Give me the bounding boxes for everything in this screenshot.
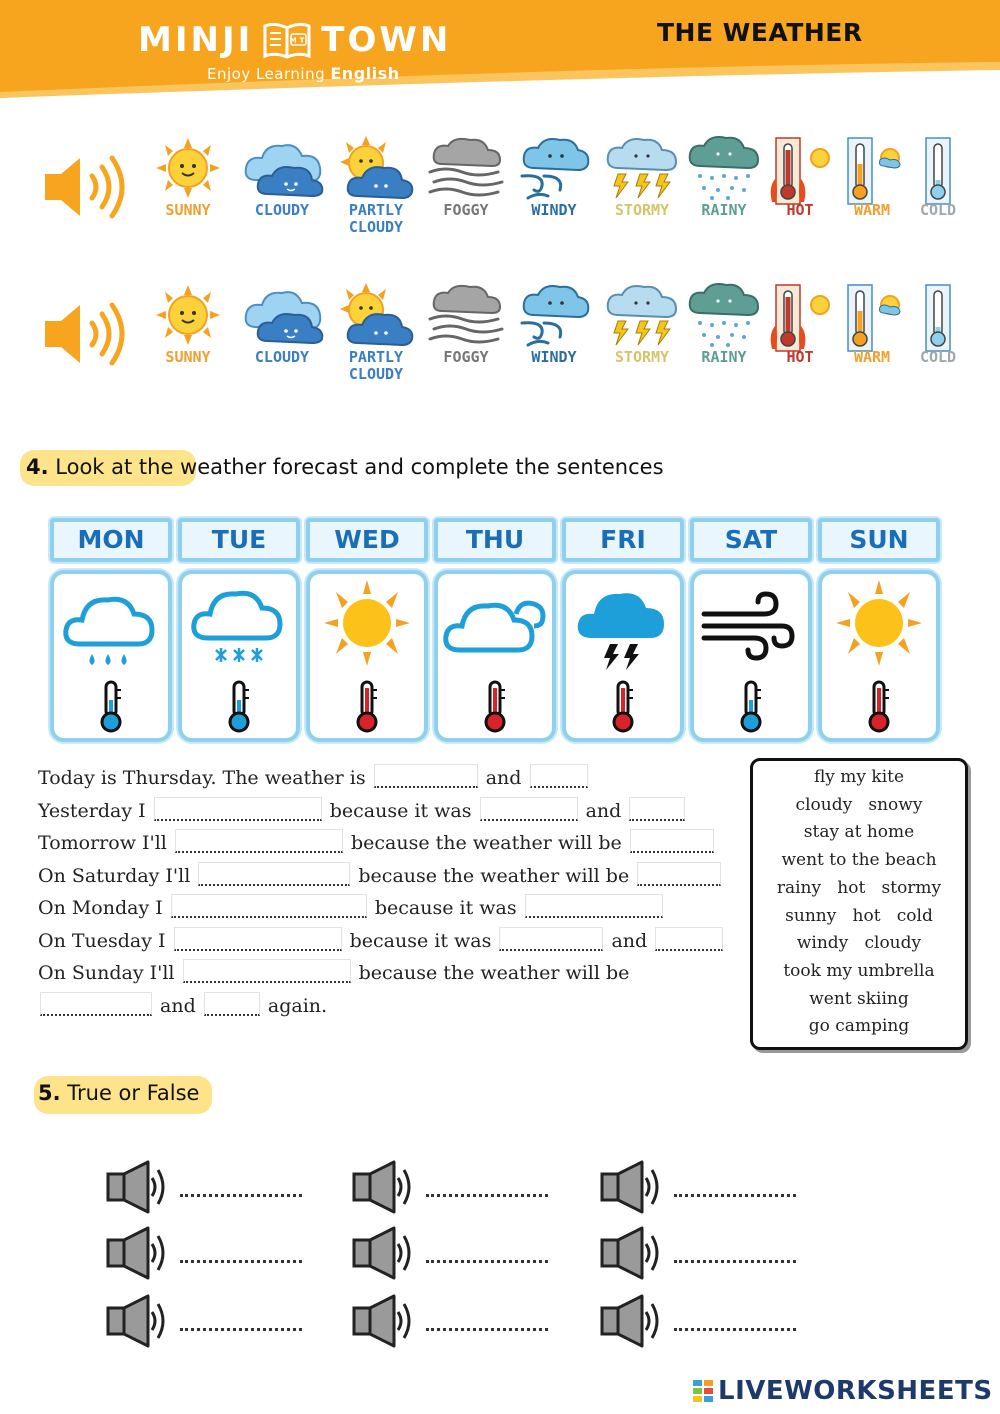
sentence-text: because it was	[329, 799, 472, 822]
answer-blank[interactable]	[204, 992, 260, 1016]
sentence-text: and	[585, 799, 622, 822]
cloud-icon	[242, 136, 332, 200]
speaker-icon[interactable]	[104, 1226, 170, 1280]
rainy-label: RAINY	[701, 348, 747, 366]
hot-card[interactable]	[760, 283, 840, 393]
answer-blank[interactable]	[180, 1194, 302, 1197]
forecast-wed	[306, 570, 428, 742]
task4-title: Look at the weather forecast and complete the sentences	[55, 455, 664, 479]
partly-word: PARTLY	[348, 348, 404, 366]
word-bank-item: rainy hot stormy	[776, 877, 942, 898]
speaker-icon[interactable]	[104, 1294, 170, 1348]
sun-icon	[153, 136, 223, 200]
sentence-text: because the weather will be	[350, 832, 622, 854]
sentence-1	[38, 762, 748, 795]
brand-logo	[138, 18, 451, 62]
header-banner	[0, 0, 1000, 98]
hot-thermometer-icon	[766, 283, 834, 353]
task4-number: 4.	[26, 455, 49, 479]
sentence-text: and	[611, 929, 648, 952]
hot-label: HOT	[786, 348, 814, 366]
speaker-icon[interactable]	[104, 1160, 170, 1214]
speaker-icon[interactable]	[40, 299, 130, 369]
answer-blank[interactable]	[426, 1194, 548, 1197]
wind-icon	[514, 136, 594, 200]
answer-blank[interactable]	[198, 862, 350, 886]
sunny-card[interactable]	[148, 283, 228, 393]
cloudy-label: CLOUDY	[254, 201, 310, 219]
snowy-cold-icon	[182, 574, 296, 738]
partly-cloudy-icon	[336, 283, 416, 347]
tf-item-1	[104, 1160, 304, 1214]
cold-card[interactable]	[898, 136, 978, 246]
day-tue: TUE	[178, 518, 300, 562]
answer-blank[interactable]	[530, 764, 588, 788]
answer-blank[interactable]	[525, 894, 663, 918]
answer-blank[interactable]	[180, 1328, 302, 1331]
warm-label: WARM	[853, 201, 891, 219]
partly-word: PARTLY	[348, 201, 404, 219]
tf-item-9	[598, 1294, 798, 1348]
liveworksheets-logo	[692, 1376, 993, 1406]
book-logo-icon	[261, 20, 313, 60]
answer-blank[interactable]	[674, 1194, 796, 1197]
rainy-cold-icon	[54, 574, 168, 738]
sentence-text: On Saturday I'll	[38, 864, 191, 887]
page-title: THE WEATHER	[657, 18, 863, 47]
rain-icon	[684, 283, 764, 347]
sentence-3	[38, 827, 748, 860]
answer-blank[interactable]	[40, 992, 152, 1016]
sentence-text: because it was	[349, 929, 492, 952]
sunny-label: SUNNY	[165, 348, 211, 366]
rainy-card[interactable]	[684, 283, 764, 393]
sentence-text: again.	[267, 994, 328, 1017]
forecast-fri	[562, 570, 684, 742]
answer-blank[interactable]	[480, 797, 578, 821]
storm-icon	[602, 283, 682, 347]
partly-label	[336, 202, 416, 236]
vocab-row-2	[40, 283, 970, 403]
sunny-card[interactable]	[148, 136, 228, 246]
word-bank-item: cloudy snowy	[795, 794, 923, 815]
cloudy-hot-icon	[438, 574, 552, 738]
sentence-text: and	[160, 994, 196, 1017]
cloudy-card[interactable]	[242, 283, 322, 393]
answer-blank[interactable]	[171, 894, 367, 918]
liveworksheets-text: LIVEWORKSHEETS	[718, 1376, 993, 1406]
tf-item-6	[598, 1226, 798, 1280]
stormy-card[interactable]	[602, 136, 682, 246]
cold-label: COLD	[919, 348, 957, 366]
word-bank-item: fly my kite	[813, 767, 905, 787]
answer-blank[interactable]	[174, 927, 342, 951]
answer-blank[interactable]	[630, 829, 714, 853]
true-false-grid	[104, 1160, 804, 1350]
hot-label: HOT	[786, 201, 814, 219]
sentence-8	[38, 990, 748, 1023]
cold-thermometer-icon	[904, 136, 972, 206]
sentence-text: and	[485, 767, 522, 789]
vocab-row-1	[40, 136, 970, 256]
tf-item-2	[350, 1160, 550, 1214]
brand-right: TOWN	[321, 20, 452, 60]
foggy-card[interactable]	[426, 136, 506, 246]
tagline-bold: English	[330, 64, 400, 83]
hot-thermometer-icon	[766, 136, 834, 206]
tf-item-8	[350, 1294, 550, 1348]
partly-cloudy-card[interactable]	[336, 283, 416, 393]
sentence-text: because the weather will be	[358, 864, 630, 887]
speaker-icon[interactable]	[40, 152, 130, 222]
sentence-5	[38, 892, 748, 925]
tf-item-4	[104, 1226, 304, 1280]
svg-text:MT: MT	[289, 36, 308, 45]
task4-heading	[26, 455, 664, 479]
warm-label: WARM	[853, 348, 891, 366]
answer-blank[interactable]	[674, 1328, 796, 1331]
sunny-hot-icon	[822, 574, 936, 738]
cloudy-label: CLOUDY	[254, 348, 310, 366]
task5-heading	[38, 1081, 199, 1105]
speaker-icon[interactable]	[350, 1294, 416, 1348]
sunny-label: SUNNY	[165, 201, 211, 219]
partly-cloudy-word: CLOUDY	[348, 218, 404, 236]
day-sun: SUN	[818, 518, 940, 562]
day-fri: FRI	[562, 518, 684, 562]
cloud-icon	[242, 283, 332, 347]
speaker-icon[interactable]	[350, 1226, 416, 1280]
answer-blank[interactable]	[175, 829, 343, 853]
partly-cloudy-icon	[336, 136, 416, 200]
task5-title: True or False	[67, 1081, 200, 1105]
word-bank-item: stay at home	[803, 822, 915, 843]
rain-icon	[684, 136, 764, 200]
forecast-thu	[434, 570, 556, 742]
sentence-6	[38, 925, 748, 958]
stormy-card[interactable]	[602, 283, 682, 393]
sentence-text: because it was	[374, 897, 517, 919]
cold-thermometer-icon	[904, 283, 972, 353]
forecast-sun	[818, 570, 940, 742]
day-wed: WED	[306, 518, 428, 562]
answer-blank[interactable]	[637, 862, 721, 886]
speaker-icon[interactable]	[350, 1160, 416, 1214]
tf-item-7	[104, 1294, 304, 1348]
partly-cloudy-word: CLOUDY	[348, 365, 404, 383]
answer-blank[interactable]	[180, 1260, 302, 1263]
brand-left: MINJI	[138, 20, 254, 60]
sentence-text: because the weather will be	[358, 962, 630, 984]
sentence-text: Tomorrow I'll	[38, 832, 167, 854]
answer-blank[interactable]	[154, 797, 322, 821]
sentence-7	[38, 957, 748, 990]
speaker-icon[interactable]	[598, 1226, 664, 1280]
foggy-label: FOGGY	[443, 348, 489, 366]
cold-card[interactable]	[898, 283, 978, 393]
task5-number: 5.	[38, 1081, 61, 1105]
tf-item-5	[350, 1226, 550, 1280]
word-bank	[750, 758, 968, 1050]
forecast-mon	[50, 570, 172, 742]
speaker-icon[interactable]	[598, 1294, 664, 1348]
cloudy-card[interactable]	[242, 136, 322, 246]
sentence-list	[38, 762, 748, 1022]
day-mon: MON	[50, 518, 172, 562]
windy-card[interactable]	[514, 136, 594, 246]
storm-icon	[602, 136, 682, 200]
windy-label: WINDY	[531, 201, 577, 219]
stormy-label: STORMY	[614, 201, 670, 219]
day-sat: SAT	[690, 518, 812, 562]
warm-thermometer-icon	[838, 136, 906, 206]
rainy-label: RAINY	[701, 201, 747, 219]
partly-cloudy-card[interactable]	[336, 136, 416, 246]
sentence-text: Yesterday I	[38, 799, 146, 822]
tf-item-3	[598, 1160, 798, 1214]
answer-blank[interactable]	[183, 959, 351, 983]
liveworksheets-blocks-icon	[692, 1379, 714, 1403]
windy-cold-icon	[694, 574, 808, 738]
sentence-text: On Tuesday I	[38, 929, 166, 952]
windy-label: WINDY	[531, 348, 577, 366]
answer-blank[interactable]	[499, 927, 603, 951]
tagline	[207, 64, 400, 83]
hot-card[interactable]	[760, 136, 840, 246]
wind-icon	[514, 283, 594, 347]
answer-blank[interactable]	[655, 927, 723, 951]
foggy-label: FOGGY	[443, 201, 489, 219]
word-bank-item: went to the beach	[781, 850, 937, 871]
stormy-hot-icon	[566, 574, 680, 738]
cold-label: COLD	[919, 201, 957, 219]
answer-blank[interactable]	[374, 764, 478, 788]
sun-icon	[153, 283, 223, 347]
word-bank-item: windy cloudy	[796, 933, 922, 954]
tagline-light: Enjoy Learning	[207, 65, 326, 83]
answer-blank[interactable]	[629, 797, 685, 821]
sentence-text: Today is Thursday. The weather is	[38, 767, 366, 789]
windy-card[interactable]	[514, 283, 594, 393]
rainy-card[interactable]	[684, 136, 764, 246]
foggy-card[interactable]	[426, 283, 506, 393]
partly-label	[336, 349, 416, 383]
sentence-text: On Monday I	[38, 897, 163, 919]
sentence-text: On Sunday I'll	[38, 962, 175, 984]
speaker-icon[interactable]	[598, 1160, 664, 1214]
forecast-tue	[178, 570, 300, 742]
weather-forecast-table	[46, 514, 952, 746]
warm-thermometer-icon	[838, 283, 906, 353]
word-bank-item: took my umbrella	[783, 960, 935, 981]
word-bank-item: sunny hot cold	[785, 905, 933, 926]
stormy-label: STORMY	[614, 348, 670, 366]
fog-icon	[426, 136, 506, 200]
answer-blank[interactable]	[426, 1260, 548, 1263]
word-bank-item: go camping	[808, 1016, 910, 1037]
sentence-4	[38, 860, 748, 893]
sunny-hot-icon	[310, 574, 424, 738]
forecast-sat	[690, 570, 812, 742]
answer-blank[interactable]	[426, 1328, 548, 1331]
answer-blank[interactable]	[674, 1260, 796, 1263]
day-thu: THU	[434, 518, 556, 562]
sentence-2	[38, 795, 748, 828]
fog-icon	[426, 283, 506, 347]
word-bank-item: went skiing	[809, 988, 909, 1009]
